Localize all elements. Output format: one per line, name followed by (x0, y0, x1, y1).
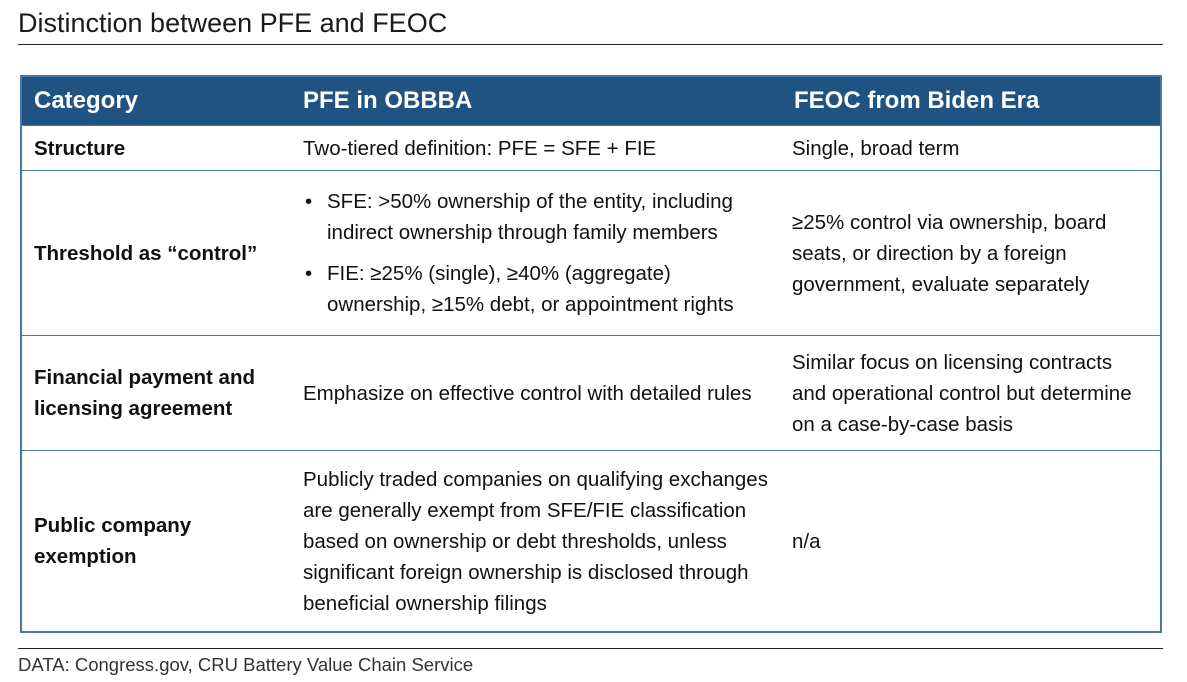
pfe-cell (291, 171, 782, 336)
feoc-cell: ≥25% control via ownership, board seats, or direction by a foreign government, evaluate separately (782, 171, 1160, 336)
comparison-table (20, 75, 1162, 633)
pfe-cell: Two-tiered definition: PFE = SFE + FIE (291, 126, 782, 171)
bullet-text: FIE: ≥25% (single), ≥40% (aggregate) ownership, ≥15% debt, or appointment rights (327, 262, 734, 316)
table-row (22, 126, 1160, 171)
table-row (22, 171, 1160, 336)
column-header-feoc: FEOC from Biden Era (782, 77, 1160, 126)
pfe-bullet-list (303, 186, 772, 320)
feoc-cell: n/a (782, 451, 1160, 632)
bullet-item (303, 186, 772, 248)
row-category: Threshold as “control” (22, 171, 291, 336)
source-note: DATA: Congress.gov, CRU Battery Value Chain Service (18, 654, 474, 675)
bullet-text: SFE: >50% ownership of the entity, including indirect ownership through family members (327, 190, 733, 244)
bullet-item (303, 258, 772, 320)
bullet-icon: • (305, 190, 313, 213)
row-category: Financial payment and licensing agreement (22, 336, 291, 451)
bullet-icon: • (305, 262, 313, 285)
column-header-category: Category (22, 77, 291, 126)
page-title: Distinction between PFE and FEOC (18, 8, 448, 38)
row-category: Public company exemption (22, 451, 291, 632)
table-row (22, 336, 1160, 451)
table-header-row (22, 77, 1160, 126)
title-divider (18, 44, 1163, 45)
feoc-cell: Single, broad term (782, 126, 1160, 171)
pfe-cell: Emphasize on effective control with detailed rules (291, 336, 782, 451)
comparison-table-grid (22, 77, 1160, 631)
table-row (22, 451, 1160, 632)
feoc-cell: Similar focus on licensing contracts and operational control but determine on a case-by-case basis (782, 336, 1160, 451)
column-header-pfe: PFE in OBBBA (291, 77, 782, 126)
pfe-cell: Publicly traded companies on qualifying exchanges are generally exempt from SFE/FIE classification based on ownership or debt thresholds, unless significant foreign ownership is disclosed through beneficial ownership filings (291, 451, 782, 632)
row-category: Structure (22, 126, 291, 171)
source-divider (18, 648, 1163, 649)
